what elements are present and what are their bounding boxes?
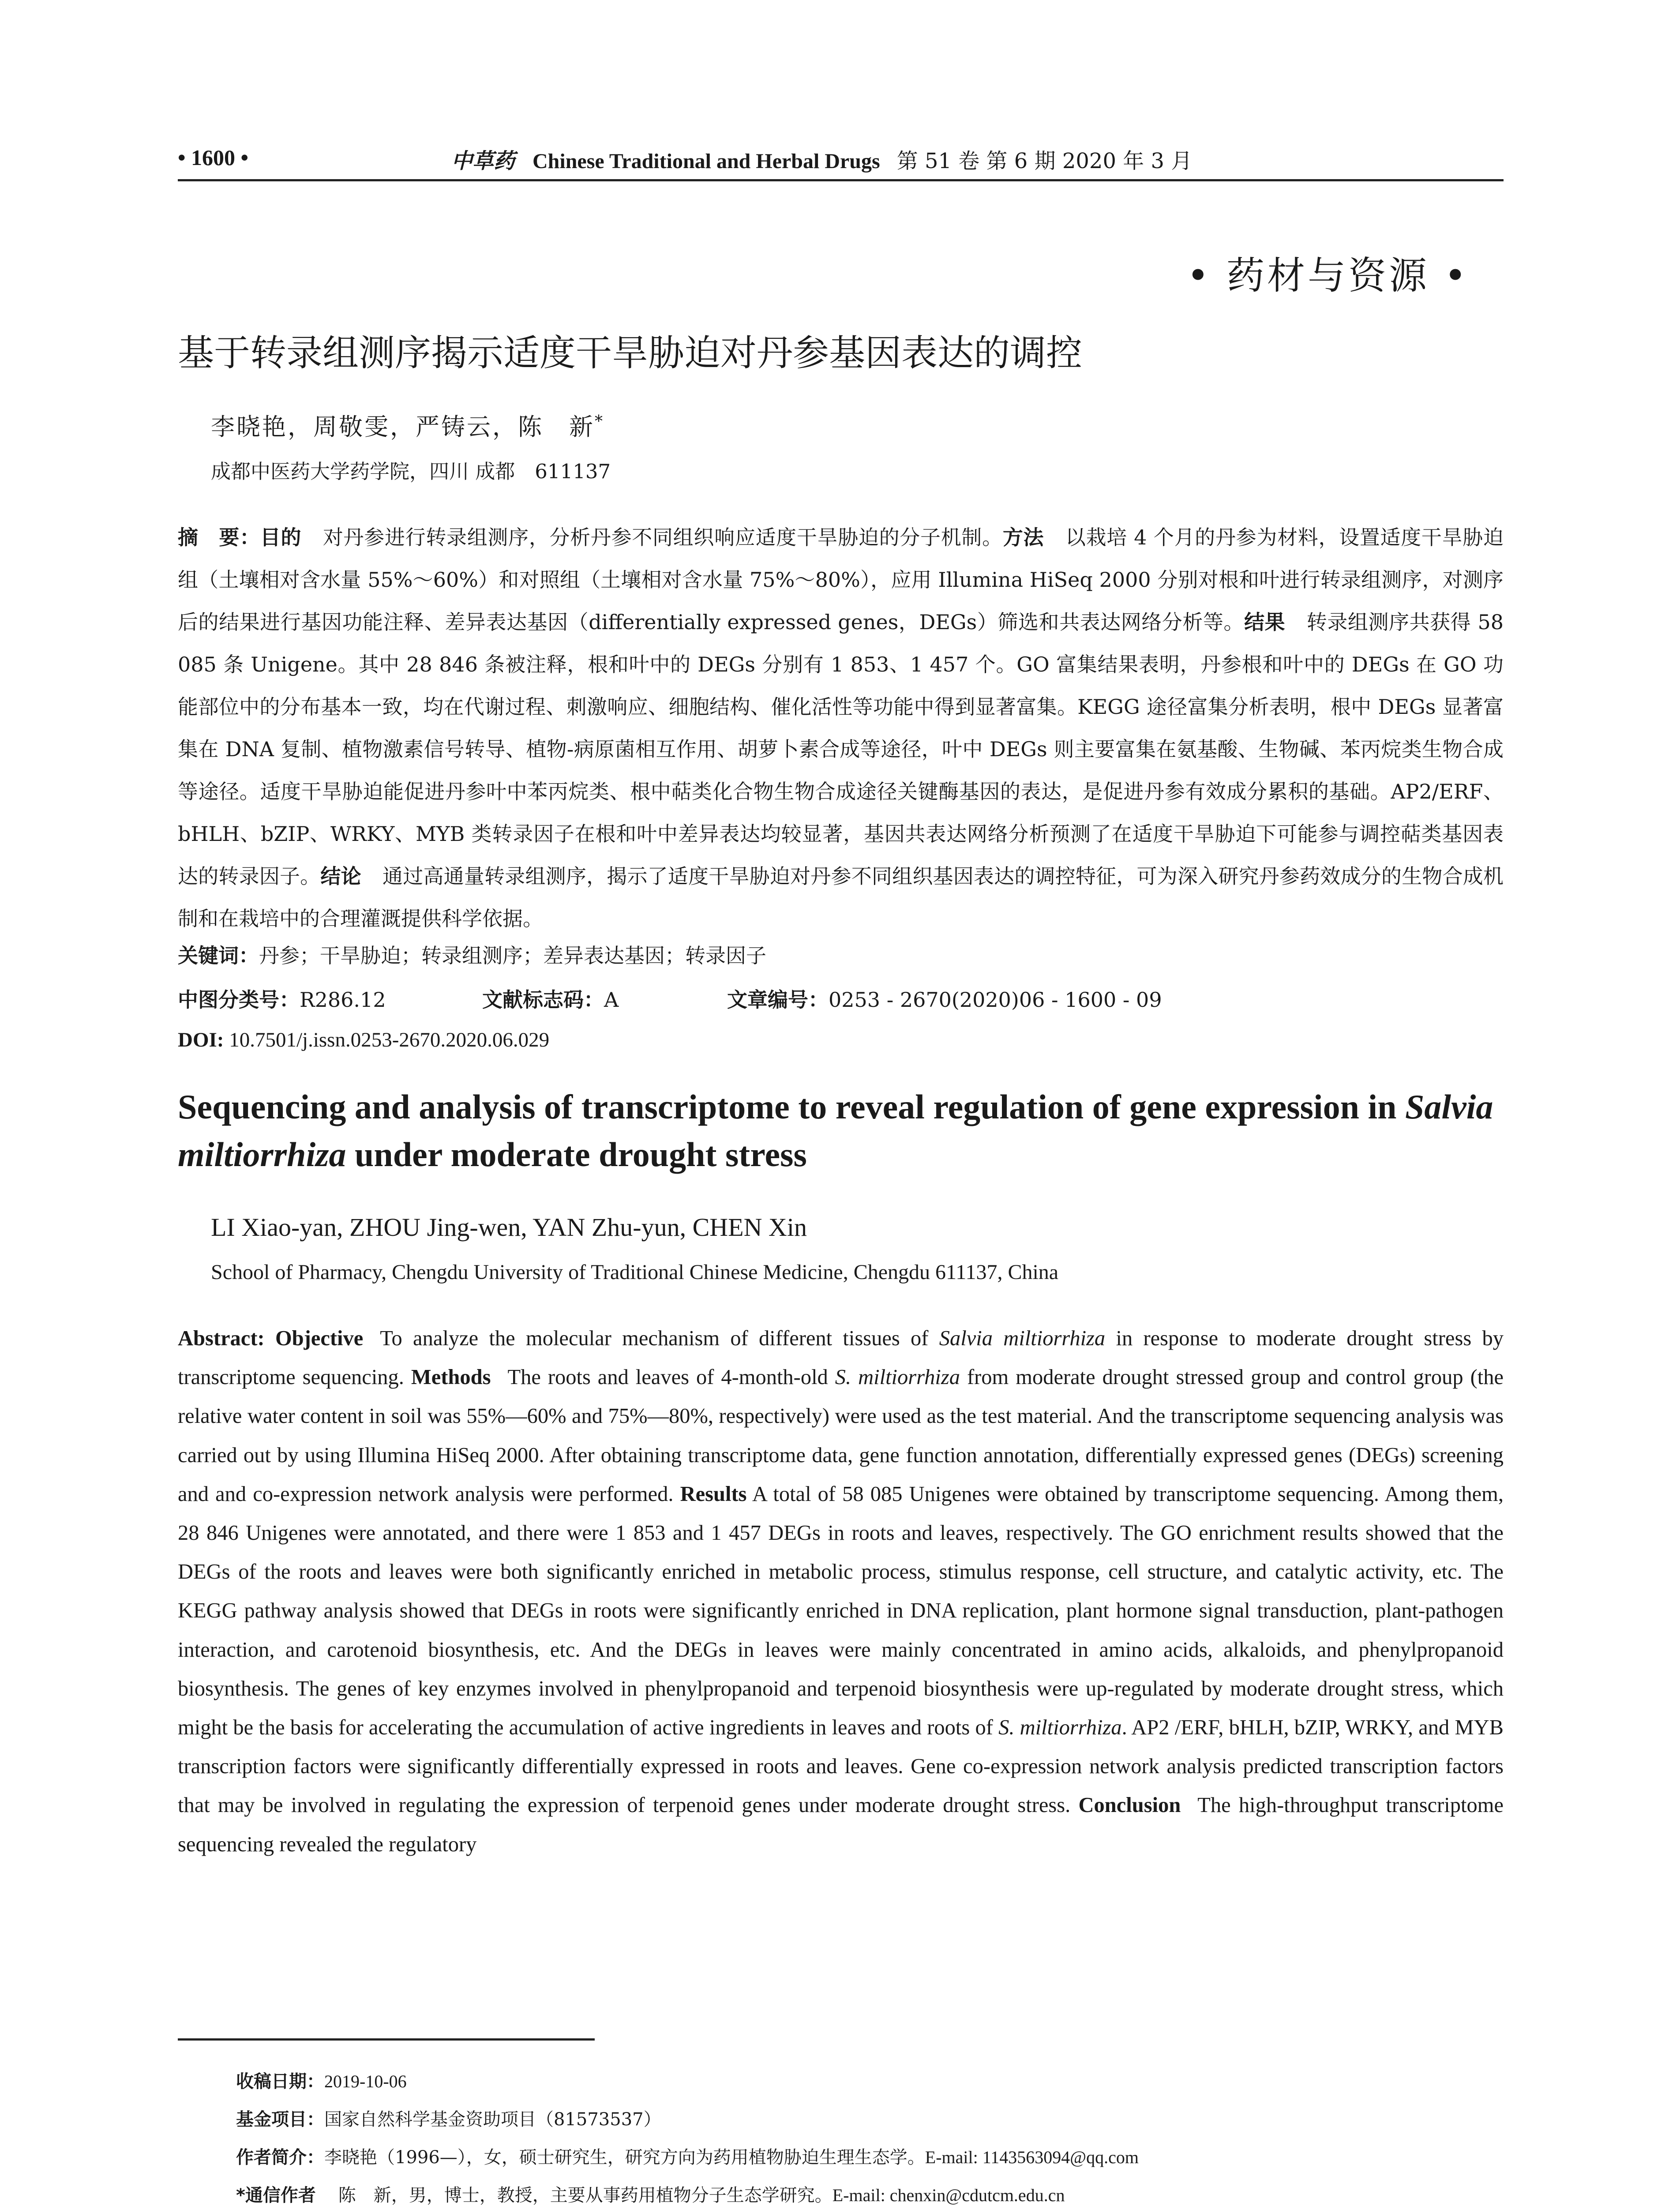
en-results-species: S. miltiorrhiza	[998, 1716, 1122, 1740]
footnote-email: E-mail: chenxin@cdutcm.edu.cn	[832, 2185, 1065, 2205]
keywords-label: 关键词：	[178, 944, 259, 968]
section-tag: • 药材与资源 •	[1187, 254, 1470, 298]
cn-abstract	[178, 516, 1504, 940]
en-results-label: Results	[680, 1482, 747, 1506]
doi-label: DOI:	[178, 1028, 224, 1051]
en-results-text-1: A total of 58 085 Unigenes were obtained by transcriptome sequencing. Among them, 28 846 Unigenes were annotated, and there were 1 853 and 1 457 DEGs in roots and leaves, respectively. The GO enrichment results showed that the DEGs of the roots and leaves were both significantly enriched in metabolic process, stimulus response, cell structure, and catalytic activity, etc. The KEGG pathway analysis showed that DEGs in roots were significantly enriched in DNA replication, plant hormone signal transduction, plant-pathogen interaction, and carotenoid biosynthesis, etc. And the DEGs in leaves were mainly concentrated in amino acids, alkaloids, and phenylpropanoid biosynthesis. The genes of key enzymes involved in phenylpropanoid and terpenoid biosynthesis were up-regulated by moderate drought stress, which might be the basis for accelerating the accumulation of active ingredients in leaves and roots of	[178, 1482, 1504, 1740]
footnote-author-bio	[236, 2138, 1139, 2176]
keywords	[178, 940, 766, 969]
en-objective-species: Salvia miltiorrhiza	[939, 1327, 1106, 1350]
cn-results-text: 转录组测序共获得 58 085 条 Unigene。其中 28 846 条被注释，根和叶中的 DEGs 分别有 1 853、1 457 个。GO 富集结果表明，丹参根和叶中的 DEGs 在 GO 功能部位中的分布基本一致，均在代谢过程、刺激响应、细胞结构、催化活性等功能中得到显著富集。KEGG 途径富集分析表明，根中 DEGs 显著富集在 DNA 复制、植物激素信号转导、植物-病原菌相互作用、胡萝卜素合成等途径，叶中 DEGs 则主要富集在氨基酸、生物碱、苯丙烷类生物合成等途径。适度干旱胁迫能促进丹参叶中苯丙烷类、根中萜类化合物生物合成途径关键酶基因的表达，是促进丹参有效成分累积的基础。AP2/ERF、bHLH、bZIP、WRKY、MYB 类转录因子在根和叶中差异表达均较显著，基因共表达网络分析预测了在适度干旱胁迫下可能参与调控萜类基因表达的转录因子。	[178, 610, 1504, 888]
running-header	[178, 140, 1504, 181]
clc-value: R286.12	[300, 988, 386, 1012]
en-title-species: Salvia miltiorrhiza	[178, 1088, 1493, 1174]
page-number: • 1600 •	[178, 145, 249, 170]
en-objective-label: Objective	[275, 1327, 364, 1350]
doc-code-label: 文献标志码：	[482, 988, 604, 1012]
clc-number	[178, 984, 386, 1013]
footnote-label: 作者简介：	[236, 2147, 324, 2168]
cn-results-label: 结果	[1244, 610, 1286, 634]
article-number	[727, 984, 1162, 1013]
en-methods-species: S. miltiorrhiza	[835, 1366, 960, 1389]
footnotes	[236, 2063, 1139, 2206]
en-abstract	[178, 1319, 1504, 1864]
cn-objective-label: 目的	[260, 525, 302, 549]
cn-title: 基于转录组测序揭示适度干旱胁迫对丹参基因表达的调控	[178, 332, 1083, 374]
doi	[178, 1028, 549, 1052]
en-results-text-2: . AP2 /ERF, bHLH, bZIP, WRKY, and MYB transcription factors were significantly differentially expressed in roots and leaves. Gene co-expression network analysis predicted transcription factors that may be involved in regulating the expression of terpenoid genes under moderate drought stress.	[178, 1716, 1504, 1817]
issue-info: 第 51 卷 第 6 期 2020 年 3 月	[896, 149, 1192, 173]
en-title	[178, 1083, 1523, 1178]
footnote-label: *通信作者	[236, 2185, 316, 2206]
keywords-text: 丹参；干旱胁迫；转录组测序；差异表达基因；转录因子	[259, 944, 766, 968]
en-affiliation: School of Pharmacy, Chengdu University of Traditional Chinese Medicine, Chengdu 611137, China	[211, 1261, 1059, 1284]
footnote-text: 国家自然科学基金资助项目（81573537）	[324, 2109, 661, 2130]
cn-author-list: 李晓艳，周敬雯，严铸云，陈 新	[211, 413, 595, 441]
en-methods-text-1: The roots and leaves of 4-month-old	[507, 1366, 835, 1389]
footnote-label: 收稿日期：	[236, 2071, 324, 2092]
doc-code-value: A	[604, 988, 619, 1012]
article-number-value: 0253 - 2670(2020)06 - 1600 - 09	[829, 988, 1162, 1012]
cn-methods-text: 以栽培 4 个月的丹参为材料，设置适度干旱胁迫组（土壤相对含水量 55%～60%）和对照组（土壤相对含水量 75%～80%），应用 Illumina HiSeq 2000 分别对根和叶进行转录组测序，对测序后的结果进行基因功能注释、差异表达基因（differentially expressed genes，DEGs）筛选和共表达网络分析等。	[178, 525, 1504, 634]
footnote-rule	[178, 2038, 595, 2041]
en-authors: LI Xiao-yan, ZHOU Jing-wen, YAN Zhu-yun, CHEN Xin	[211, 1213, 807, 1242]
cn-authors	[211, 408, 604, 442]
en-abstract-label: Abstract:	[178, 1327, 265, 1350]
cn-objective-text: 对丹参进行转录组测序，分析丹参不同组织响应适度干旱胁迫的分子机制。	[322, 525, 1003, 549]
footnote-email: E-mail: 1143563094@qq.com	[925, 2147, 1139, 2167]
footnote-fund	[236, 2101, 1139, 2138]
corresponding-mark: *	[595, 413, 604, 431]
en-title-part1: Sequencing and analysis of transcriptome to reveal regulation of gene expression in	[178, 1088, 1406, 1126]
en-objective-text-1: To analyze the molecular mechanism of different tissues of	[380, 1327, 939, 1350]
article-number-label: 文章编号：	[727, 988, 829, 1012]
footnote-received	[236, 2063, 1139, 2101]
footnote-corresponding	[236, 2176, 1139, 2206]
cn-conclusion-text: 通过高通量转录组测序，揭示了适度干旱胁迫对丹参不同组织基因表达的调控特征，可为深入研究丹参药效成分的生物合成机制和在栽培中的合理灌溉提供科学依据。	[178, 864, 1504, 930]
document-code	[482, 984, 619, 1013]
cn-conclusion-label: 结论	[320, 864, 361, 888]
en-conclusion-label: Conclusion	[1078, 1793, 1181, 1817]
clc-label: 中图分类号：	[178, 988, 300, 1012]
journal-name-en: Chinese Traditional and Herbal Drugs	[532, 150, 880, 173]
cn-affiliation: 成都中医药大学药学院，四川 成都 611137	[211, 460, 611, 483]
en-methods-text-2: from moderate drought stressed group and control group (the relative water content in soil was 55%—60% and 75%—80%, respectively) were used as the test material. And the transcriptome sequencing analysis was carried out by using Illumina HiSeq 2000. After obtaining transcriptome data, gene function annotation, differentially expressed genes (DEGs) screening and and co-expression network analysis were performed.	[178, 1366, 1504, 1506]
en-conclusion-text: The high-throughput transcriptome sequencing revealed the regulatory	[178, 1793, 1504, 1856]
cn-methods-label: 方法	[1002, 525, 1044, 549]
journal-logo: 中草药	[451, 149, 515, 173]
doi-value: 10.7501/j.issn.0253-2670.2020.06.029	[229, 1028, 550, 1051]
footnote-text: 陈 新，男，博士，教授，主要从事药用植物分子生态学研究。	[338, 2185, 832, 2206]
classification-line	[178, 984, 1504, 1010]
en-objective-text-2: in response to moderate drought stress by transcriptome sequencing.	[178, 1327, 1504, 1389]
en-title-part2: under moderate drought stress	[346, 1135, 807, 1174]
journal-info	[451, 144, 1192, 174]
footnote-text: 2019-10-06	[324, 2071, 407, 2091]
en-methods-label: Methods	[411, 1366, 491, 1389]
footnote-text: 李晓艳（1996—），女，硕士研究生，研究方向为药用植物胁迫生理生态学。	[324, 2147, 925, 2168]
footnote-label: 基金项目：	[236, 2109, 324, 2130]
cn-abstract-label: 摘 要：	[178, 525, 260, 549]
